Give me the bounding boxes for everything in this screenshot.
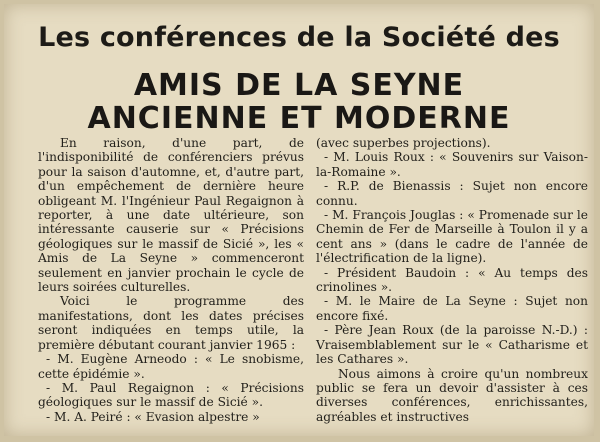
newspaper-clipping — [4, 4, 594, 436]
programme-item: - M. François Jouglas : « Promenade sur le Chemin de Fer de Marseille à Toulon il y a cent ans » (dans le cadre de l'année de l'électrification de la ligne). — [316, 208, 588, 266]
programme-item: - R.P. de Bienassis : Sujet non encore connu. — [316, 179, 588, 208]
article-kicker: Les conférences de la Société des — [38, 22, 560, 53]
programme-item: - M. Eugène Arneodo : « Le snobisme, cette épidémie ». — [38, 352, 304, 381]
programme-item: - M. Paul Regaignon : « Précisions géologiques sur le massif de Sicié ». — [38, 380, 304, 410]
left-column — [38, 136, 304, 424]
headline-line-2: ANCIENNE ET MODERNE — [87, 101, 511, 136]
headline-line-1: AMIS DE LA SEYNE — [133, 68, 465, 103]
programme-item: - Père Jean Roux (de la paroisse N.-D.) : Vraisemblablement sur le « Catharisme et les Cathares ». — [316, 323, 588, 367]
programme-paragraph: Voici le programme des manifestations, dont les dates précises seront indiquées en temps utile, la première débutant courant janvier 1965 : — [38, 294, 304, 352]
programme-item: - M. A. Peiré : « Evasion alpestre » — [46, 409, 260, 424]
right-column — [316, 136, 588, 424]
intro-paragraph: En raison, d'une part, de l'indisponibilité de conférenciers prévus pour la saison d'automne, et, d'autre part, d'un empêchement de dernière heure obligeant M. l'Ingénieur Paul Regaignon à reporter, à une date ultérieure, son intéressante causerie sur « Précisions géologiques sur le massif de Sicié », les « Amis de La Seyne » commenceront seulement en janvier prochain le cycle de leurs soirées culturelles. — [38, 136, 304, 295]
programme-item: - M. Louis Roux : « Souvenirs sur Vaison-la-Romaine ». — [316, 150, 588, 179]
programme-item: - M. le Maire de La Seyne : Sujet non encore fixé. — [316, 294, 588, 323]
closing-paragraph: Nous aimons à croire qu'un nombreux public se fera un devoir d'assister à ces diverses conférences, enrichissantes, agréables et instructives — [316, 366, 588, 424]
programme-item: - Président Baudoin : « Au temps des crinolines ». — [316, 265, 588, 295]
continuation-line: (avec superbes projections). — [316, 136, 491, 150]
